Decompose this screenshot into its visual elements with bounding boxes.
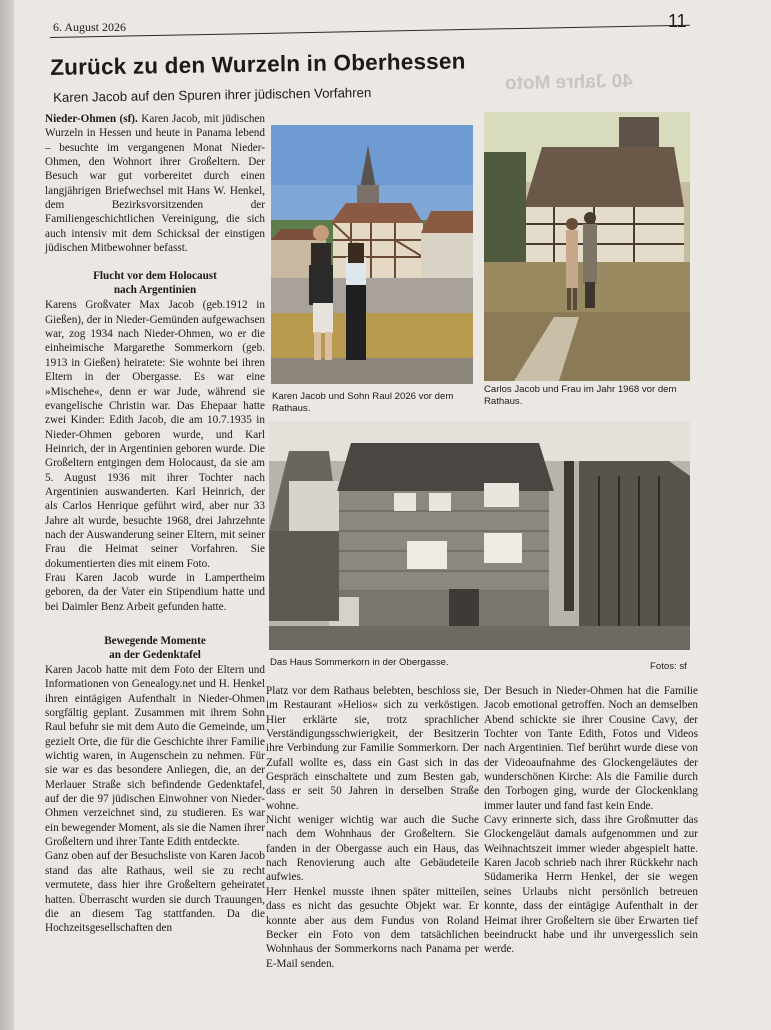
intro-paragraph: Karen Jacob, mit jüdischen Wurzeln in Hessen und heute in Panama lebend – besuchte im vergangenen Monat Nieder-Ohmen, den Wohnort ihrer Großeltern. Der Besuch war gut vorbereitet durch einen langjährigen Briefwechsel mit Hans W. Henkel, dem Bezirksvorsitzenden der Familiengeschichtlichen Vereinigung, die sich auch intensiv mit dem Schicksal der einstigen jüdischen Mitbewohner befasst.	[45, 113, 265, 255]
subheading-line: Flucht vor dem Holocaust	[93, 270, 217, 283]
subheading-gedenktafel	[45, 634, 265, 662]
article-column-2	[266, 684, 479, 971]
photo-karen-raul-rathaus	[271, 125, 473, 384]
paragraph: Platz vor dem Rathaus belebten, beschloss sie, im Restaurant »Helios« sich zu verköstigen. Hier erklärte sie, trotz sprachlicher Verständigungsschwierigkeit, der Besitzerin ihre Verbindung zur Familie Sommerkorn. Der Zufall wollte es, dass ein Gast sich in das Gespräch einschaltete und zum Besten gab, dass er seit 50 Jahren in derselben Straße wohne.	[266, 685, 479, 812]
dateline: Nieder-Ohmen (sf).	[45, 113, 138, 125]
article-subtitle: Karen Jacob auf den Spuren ihrer jüdischen Vorfahren	[53, 85, 372, 105]
article-headline: Zurück zu den Wurzeln in Oberhessen	[50, 48, 466, 80]
caption-photo-3: Das Haus Sommerkorn in der Obergasse.	[270, 657, 449, 668]
photo-haus-sommerkorn	[269, 421, 690, 650]
caption-photo-1: Karen Jacob und Sohn Raul 2026 vor dem Rathaus.	[272, 391, 454, 414]
paragraph: Karen Jacob hatte mit dem Foto der Eltern und Informationen von Genealogy.net und H. Henkel ihren eintägigen Aufenthalt in Nieder-Ohmen sorgfältig geplant. Zusammen mit ihrem Sohn Raul befuhr sie mit dem Auto die Gemeinde, um gezielt Orte, die für die Geschichte ihrer Familie wichtig waren, in Augenschein zu nehmen. Für sie war es das besondere Anliegen, die, an der Merlauer Straße sich befindende Gedenktafel, auf der die 97 jüdischen Einwohner von Nieder-Ohmen verzeichnet sind, zu studieren. Es war ein bewegender Moment, als sie die Namen ihrer Großeltern und ihrer Tante Edith entdeckte.	[45, 664, 265, 849]
subheading-flucht	[45, 269, 265, 297]
issue-date: 6. August 2026	[53, 20, 127, 34]
caption-photo-2: Carlos Jacob und Frau im Jahr 1968 vor dem Rathaus.	[484, 384, 677, 407]
article-column-1	[45, 112, 265, 936]
paragraph: Nicht weniger wichtig war auch die Suche nach dem Wohnhaus der Großeltern. Sie fanden in der Obergasse auch ein Haus, das nach Renovierung auch alte Gebäudeteile aufwies.	[266, 814, 479, 884]
paragraph: Karens Großvater Max Jacob (geb.1912 in Gießen), der in Nieder-Gemünden aufgewachsen war, zog 1934 nach Nieder-Ohmen, wo er die einheimische Margarethe Sommerkorn (geb. 1913 in Gießen) heiratete: Sie wohnte bei ihren Eltern in der Obergasse. Es war eine »Mischehe«, denn er war Jude, während sie evangelische Christin war. Das Ehepaar hatte zwei Kinder: Edith Jacob, die am 10.7.1935 in Nieder-Ohmen geboren wurde, und Karl Heinrich, der in Argentinien geboren wurde. Die Großeltern entgingen dem Holocaust, da sie am 5. August 1936 mit ihrer Tochter nach Argentinien auswanderten. Karl Heinrich, der als Carlos Henrique geführt wird, aber nur 33 Jahre alt wurde, besuchte 1968, drei Jahrzehnte nach der Auswanderung seiner Eltern, mit seiner Frau die Heimat seiner Vorfahren. Sie dokumentierten dies mit einem Foto.	[45, 299, 265, 570]
photo-credit: Fotos: sf	[650, 661, 687, 672]
paragraph: Cavy erinnerte sich, dass ihre Großmutter das Glockengeläut damals aufgenommen und zur Weihnachtszeit immer wieder abgespielt hatte. Karen Jacob schrieb nach ihrer Rückkehr nach Südamerika Herrn Henkel, der sie wegen seines Urlaubs nicht persönlich betreuen konnte, dass der eintägige Aufenthalt in der Heimat ihrer Großeltern sie über Erwarten tief beeindruckt habe und ihr unvergesslich sein werde.	[484, 814, 698, 956]
paragraph: Herr Henkel musste ihnen später mitteilen, dass es nicht das gesuchte Objekt war. Er konnte aber aus dem Fundus von Roland Becker ein Foto von dem tatsächlichen Wohnhaus der Sommerkorns nach Panama per E-Mail senden.	[266, 885, 479, 970]
subheading-line: Bewegende Momente	[104, 635, 206, 647]
photo-carlos-1968	[484, 112, 690, 381]
page-number: 11	[668, 11, 687, 31]
paragraph: Ganz oben auf der Besuchsliste von Karen Jacob stand das alte Rathaus, weil sie zu recht vermutete, dass hier ihre Großeltern geheiratet hatten. Überrascht wurden sie durch Trauungen, die an diesem Tag stattfanden. Da die Hochzeitsgesellschaften den	[45, 850, 265, 935]
paragraph: Frau Karen Jacob wurde in Lampertheim geboren, da der Vater ein Stipendium hatte und bei Daimler Benz Arbeit gefunden hatte.	[45, 571, 265, 613]
page-gutter-shadow	[0, 0, 14, 1030]
subheading-line: nach Argentinien	[113, 284, 197, 297]
paragraph: Der Besuch in Nieder-Ohmen hat die Familie Jacob emotional getroffen. Noch an demselben Abend schickte sie ihrer Cousine Cavy, der Tochter von Tante Edith, Fotos und Videos nach Argentinien. Tief berührt wurde diese von der Videoaufnahme des Glockengeläutes der wunderschönen Kirche: Als die Familie durch den Torbogen ging, wurde der Glockenklang immer lauter und fand fast kein Ende.	[484, 685, 698, 812]
show-through-text: 40 Jahre Moto	[504, 70, 633, 95]
subheading-line: an der Gedenktafel	[109, 649, 201, 661]
article-column-3	[484, 684, 698, 957]
